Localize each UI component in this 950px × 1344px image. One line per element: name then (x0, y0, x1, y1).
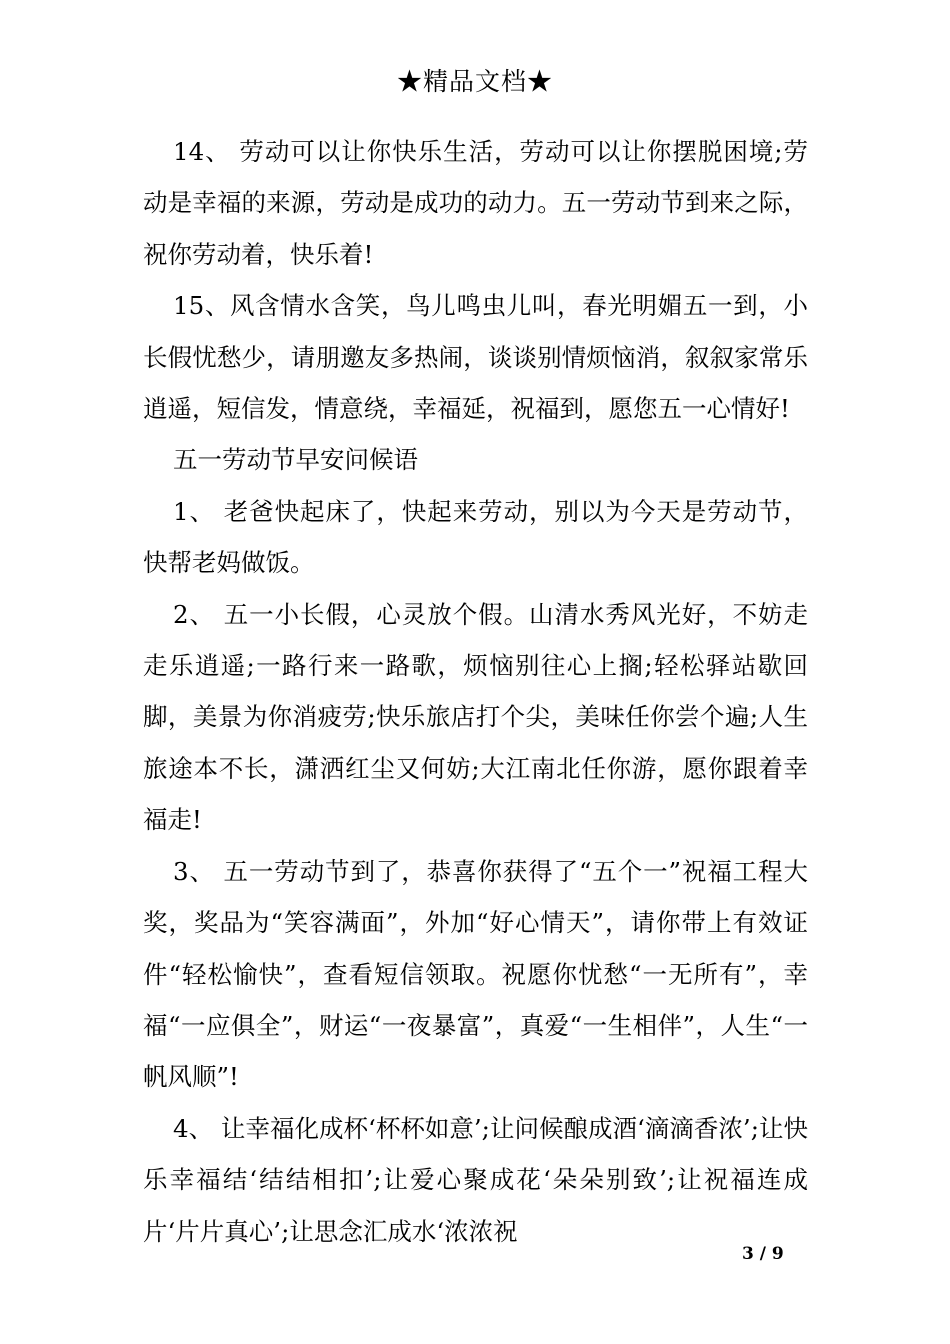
document-body (143, 126, 808, 1257)
paragraph-item-4: 4、 让幸福化成杯‘杯杯如意’;让问候酿成酒‘滴滴香浓’;让快乐幸福结‘结结相扣’;让爱心聚成花‘朵朵别致’;让祝福连成片‘片片真心’;让思念汇成水‘浓浓祝 (143, 1113, 808, 1246)
paragraph-item-14: 14、 劳动可以让你快乐生活，劳动可以让你摆脱困境;劳动是幸福的来源，劳动是成功的动力。五一劳动节到来之际，祝你劳动着，快乐着! (143, 137, 808, 269)
paragraph-item-1: 1、 老爸快起床了，快起来劳动，别以为今天是劳动节，快帮老妈做饭。 (143, 496, 808, 578)
paragraph-item-3: 3、 五一劳动节到了，恭喜你获得了“五个一”祝福工程大奖，奖品为“笑容满面”，外加“好心情天”，请你带上有效证件“轻松愉快”，查看短信领取。祝愿你忧愁“一无所有”，幸福“一应俱全”，财运“一夜暴富”，真爱“一生相伴”，人生“一帆风顺”! (143, 856, 808, 1092)
document-header-title: ★精品文档★ (396, 67, 553, 96)
paragraph-item-15: 15、风含情水含笑，鸟儿鸣虫儿叫，春光明媚五一到，小长假忧愁少，请朋邀友多热闹，谈谈别情烦恼消，叙叙家常乐逍遥，短信发，情意绕，幸福延，祝福到，愿您五一心情好! (143, 291, 808, 424)
section-heading: 五一劳动节早安问候语 (173, 445, 418, 475)
paragraph-item-2: 2、 五一小长假，心灵放个假。山清水秀风光好，不妨走走乐逍遥;一路行来一路歌，烦恼别往心上搁;轻松驿站歇回脚，美景为你消疲劳;快乐旅店打个尖，美味任你尝个遍;人生旅途本不长，潇洒红尘又何妨;大江南北任你游，愿你跟着幸福走! (143, 599, 808, 835)
page-number: 3 / 9 (742, 1244, 784, 1264)
